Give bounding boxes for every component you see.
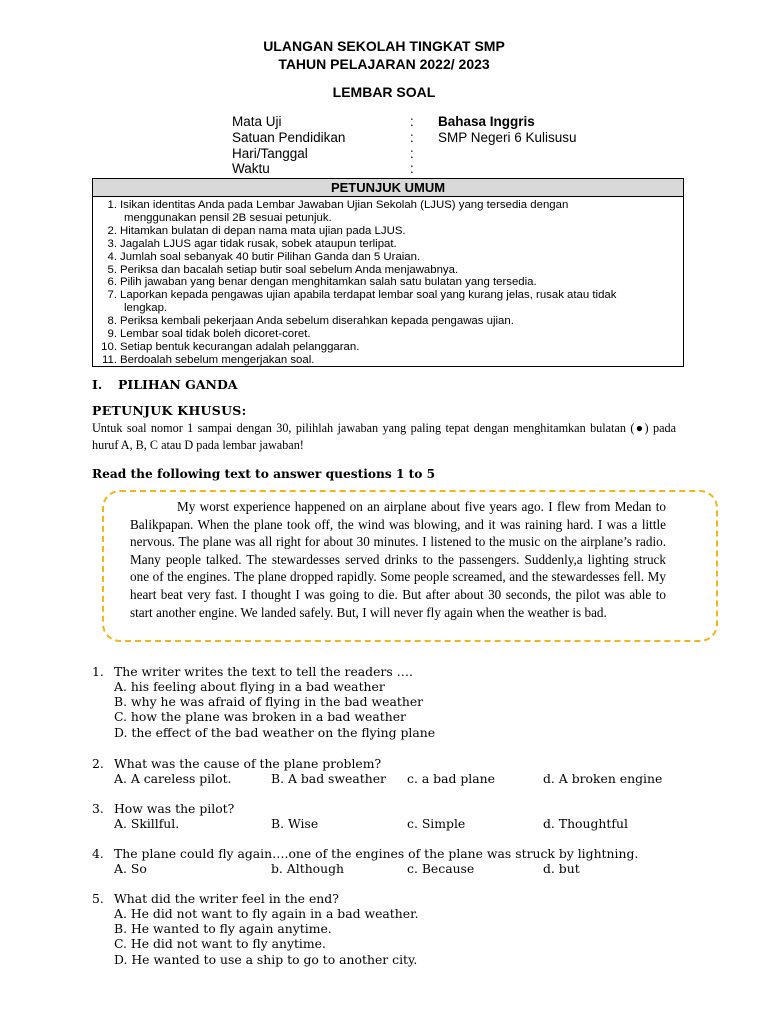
answer-option: b. Although (271, 861, 345, 876)
answer-option: c. a bad plane (407, 771, 495, 786)
question-text: How was the pilot? (114, 801, 235, 816)
answer-option: A. A careless pilot. (114, 771, 232, 786)
rule-text (120, 328, 675, 341)
answer-option: B. A bad sweather (271, 771, 386, 786)
rule-text (120, 315, 675, 328)
special-instructions-text: Untuk soal nomor 1 sampai dengan 30, pilihlah jawaban yang paling tepat dengan menghitamkan bulatan (●) pada huruf A, B, C atau D pada lembar jawaban! (92, 421, 676, 452)
rule-text-line: Hitamkan bulatan di depan nama mata ujian pada LJUS. (120, 224, 406, 237)
answer-option: B. Wise (271, 816, 319, 831)
exam-title: ULANGAN SEKOLAH TINGKAT SMP (263, 38, 505, 54)
reading-passage-box (102, 490, 718, 642)
question-number: 1. (92, 664, 104, 679)
answer-option: C. He did not want to fly anytime. (114, 936, 326, 952)
rule-item (101, 354, 675, 367)
rule-item (101, 264, 675, 277)
question-text: The writer writes the text to tell the readers …. (114, 664, 413, 679)
answer-option: d. A broken engine (543, 771, 663, 786)
sheet-title: LEMBAR SOAL (332, 84, 436, 100)
info-label: Mata Uji (232, 114, 282, 129)
rules-list (93, 197, 683, 367)
rule-item (101, 251, 675, 264)
question-number: 4. (92, 846, 104, 861)
answer-options (114, 679, 435, 740)
rule-text (120, 354, 675, 367)
info-value: SMP Negeri 6 Kulisusu (438, 130, 577, 145)
rule-number: 3. (107, 237, 117, 250)
rule-number: 1. (107, 199, 117, 211)
rule-number: 9. (107, 328, 117, 341)
rule-text-line: Periksa dan bacalah setiap butir soal sebelum Anda menjawabnya. (120, 263, 459, 276)
info-label: Waktu (232, 161, 270, 176)
rule-number: 10. (101, 340, 117, 353)
answer-option: D. He wanted to use a ship to go to another city. (114, 951, 418, 967)
rule-item (101, 328, 675, 341)
question-text: What was the cause of the plane problem? (114, 756, 382, 771)
section-title: PILIHAN GANDA (118, 377, 238, 392)
answer-option: c. Simple (407, 816, 466, 831)
rule-text (120, 225, 675, 238)
general-instructions-box (92, 178, 684, 367)
rule-number: 7. (107, 289, 117, 302)
rule-item (101, 289, 675, 315)
rule-text-continuation: lengkap. (124, 302, 168, 315)
general-instructions-title: PETUNJUK UMUM (93, 179, 683, 197)
rule-text (120, 341, 675, 354)
answer-option: d. Thoughtful (543, 816, 628, 831)
rule-text-line: Jagalah LJUS agar tidak rusak, sobek ataupun terlipat. (120, 237, 397, 250)
rule-item (101, 276, 675, 289)
rule-item (101, 238, 675, 251)
answer-option: A. Skillful. (114, 816, 180, 831)
question-number: 5. (92, 891, 104, 906)
rule-text-line: Isikan identitas Anda pada Lembar Jawaban Ujian Sekolah (LJUS) yang tersedia dengan (120, 199, 569, 211)
section-number: I. (92, 377, 103, 392)
info-colon: : (410, 130, 414, 145)
answer-option: c. Because (407, 861, 475, 876)
answer-option: A. his feeling about flying in a bad weather (114, 679, 385, 694)
reading-header: Read the following text to answer questions 1 to 5 (92, 467, 436, 481)
answer-option: B. He wanted to fly again anytime. (114, 921, 332, 937)
rule-number: 11. (102, 353, 117, 366)
rule-number: 8. (107, 315, 117, 328)
rule-text (120, 264, 675, 277)
question-text: What did the writer feel in the end? (114, 891, 339, 906)
rule-item (101, 315, 675, 328)
rule-text-continuation: menggunakan pensil 2B sesuai petunjuk. (124, 211, 332, 224)
answer-option: d. but (543, 861, 580, 876)
rule-item (101, 225, 675, 238)
answer-option: C. how the plane was broken in a bad weather (114, 709, 406, 725)
rule-text (120, 276, 675, 289)
passage-text: My worst experience happened on an airplane about five years ago. I flew from Medan to Balikpapan. When the plane took off, the wind was blowing, and it was raining hard. I was a little nervous. The plane was all right for about 30 minutes. I listened to the music on the airplane’s radio. Many people talked. The stewardesses served drinks to the passengers. Suddenly,a lighting struck one of the engines. The plane dropped rapidly. Some people screamed, and the stewardesses fell. My heart beat very fast. I thought I was going to die. But after about 30 seconds, the pilot was able to start another engine. We landed safely. But, I will never fly again when the weather is bad. (130, 499, 666, 620)
answer-option: B. why he was afraid of flying in the bad weather (114, 694, 424, 710)
rule-text-line: Periksa kembali pekerjaan Anda sebelum diserahkan kepada pengawas ujian. (120, 315, 514, 328)
info-colon: : (410, 114, 414, 129)
rule-item (101, 199, 675, 225)
rule-text (120, 289, 675, 315)
info-label: Satuan Pendidikan (232, 130, 346, 145)
reading-passage (130, 498, 666, 621)
answer-option: A. So (114, 861, 147, 876)
info-colon: : (410, 161, 414, 176)
rule-number: 6. (107, 276, 117, 289)
rule-text (120, 199, 675, 225)
rule-number: 2. (107, 224, 117, 237)
rule-number: 5. (107, 263, 117, 276)
rule-text-line: Jumlah soal sebanyak 40 butir Pilihan Ganda dan 5 Uraian. (120, 250, 421, 263)
answer-options (114, 906, 419, 967)
section-heading (92, 377, 238, 392)
rule-text-line: Berdoalah sebelum mengerjakan soal. (120, 353, 315, 366)
rule-text-line: Lembar soal tidak boleh dicoret-coret. (120, 328, 311, 341)
rule-text-line: Laporkan kepada pengawas ujian apabila terdapat lembar soal yang kurang jelas, rusak atau tidak (120, 289, 617, 302)
rule-text (120, 251, 675, 264)
question-number: 3. (92, 801, 104, 816)
info-value: Bahasa Inggris (438, 114, 535, 129)
answer-option: D. the effect of the bad weather on the flying plane (114, 724, 436, 740)
question-text: The plane could fly again….one of the engines of the plane was struck by lightning. (114, 846, 639, 861)
question-number: 2. (92, 756, 104, 771)
special-instructions-title: PETUNJUK KHUSUS: (92, 403, 247, 418)
rule-number: 4. (107, 250, 117, 263)
rule-text-line: Setiap bentuk kecurangan adalah pelanggaran. (120, 340, 360, 353)
info-label: Hari/Tanggal (232, 146, 308, 161)
answer-option: A. He did not want to fly again in a bad weather. (114, 906, 419, 921)
info-colon: : (410, 146, 414, 161)
school-year: TAHUN PELAJARAN 2022/ 2023 (278, 56, 490, 72)
rule-text (120, 238, 675, 251)
rule-text-line: Pilih jawaban yang benar dengan menghitamkan salah satu bulatan yang tersedia. (120, 276, 537, 289)
rule-item (101, 341, 675, 354)
